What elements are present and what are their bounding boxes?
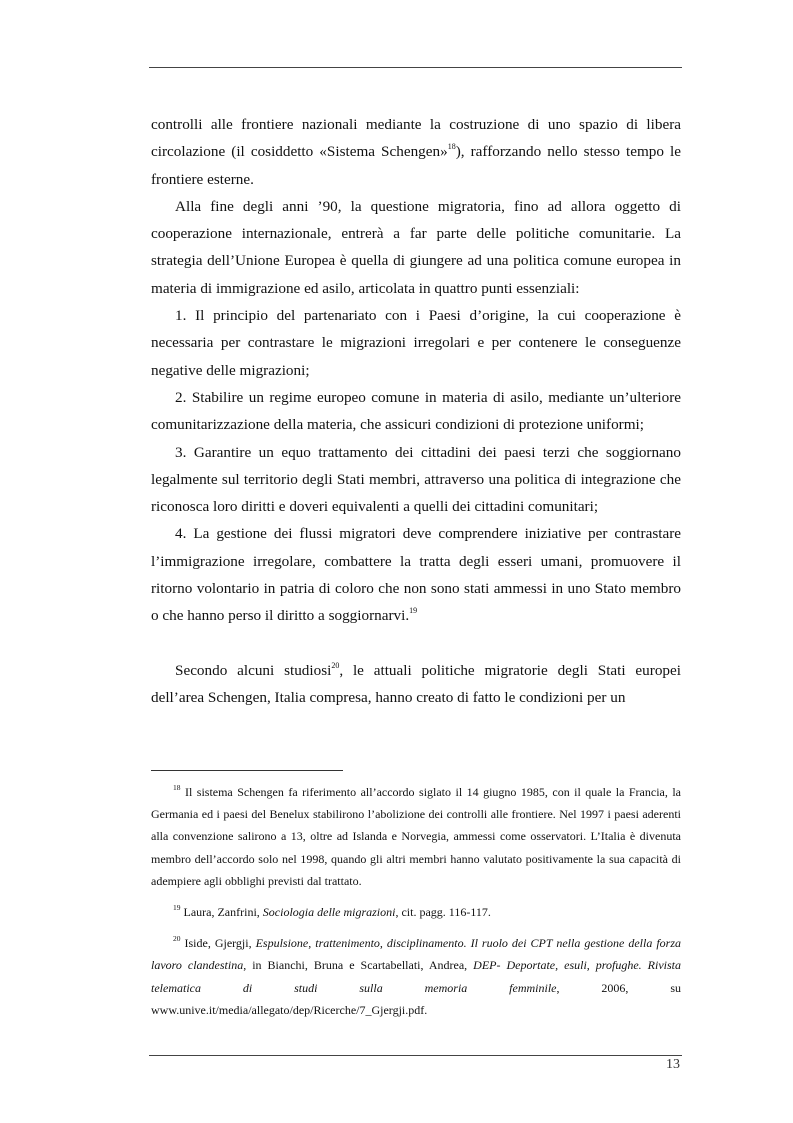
footnote-ref[interactable]: 18 (447, 142, 456, 152)
journal-title: DEP- Deportate, esuli, profughe. Rivista telematica di studi sulla memoria femminile (151, 958, 682, 995)
text-run: , le attuali politiche migratorie degli Stati europei dell’area Schengen, Italia compresa, hanno creato di fatto le condizioni per un (151, 661, 681, 706)
list-item-2 (151, 384, 681, 439)
footnote-separator (151, 770, 343, 771)
text-run: 4. La gestione dei flussi migratori deve comprendere iniziative per contrastare l’immigrazione irregolare, combattere la tratta degli esseri umani, promuovere il ritorno volontario in patria di coloro che non sono stati ammessi in uno Stato membro o che hanno perso il diritto a soggiornarvi. (151, 525, 681, 625)
footnote-marker: 20 (173, 934, 181, 944)
text-run: 1. Il principio del partenariato con i Paesi d’origine, la cui cooperazione è necessaria per contrastare le migrazioni irregolari e per contenere le conseguenze negative delle migrazioni; (151, 307, 681, 379)
header-rule (149, 67, 682, 68)
text-run: Alla fine degli anni ’90, la questione migratoria, fino ad allora oggetto di cooperazione internazionale, entrerà a far parte delle politiche comunitarie. La strategia dell’Unione Europea è quella di giungere ad una politica comune europea in materia di immigrazione ed asilo, articolata in quattro punti essenziali: (151, 197, 681, 297)
book-title: Sociologia delle migrazioni (262, 905, 396, 920)
text-run: , cit. pagg. 116-117. (395, 905, 491, 920)
footnote-19 (151, 901, 681, 923)
text-run[interactable]: , 2006, su www.unive.it/media/allegato/dep/Ricerche/7_Gjergji.pdf. (151, 980, 681, 1017)
text-run: ), rafforzando nello stesso tempo le frontiere esterne. (151, 143, 681, 188)
list-item-3 (151, 439, 681, 521)
body-text (151, 111, 681, 711)
text-run: 3. Garantire un equo trattamento dei cittadini dei paesi terzi che soggiornano legalmente sul territorio degli Stati membri, attraverso una politica di integrazione che riconosca loro diritti e doveri equivalenti a quelli dei cittadini comunitari; (151, 443, 681, 516)
page-number: 13 (666, 1057, 680, 1072)
paragraph (151, 111, 681, 193)
paragraph (151, 657, 681, 712)
text-run: 2. Stabilire un regime europeo comune in materia di asilo, mediante un’ulteriore comunitarizzazione della materia, che assicuri condizioni di protezione uniformi; (151, 388, 681, 434)
article-title: Espulsione, trattenimento, disciplinamento. Il ruolo dei CPT nella gestione della forza lavoro clandestina (151, 936, 681, 973)
list-item-1 (151, 302, 681, 384)
footnotes (151, 781, 681, 1030)
paragraph (151, 193, 681, 302)
text-run: Laura, Zanfrini, (180, 905, 263, 920)
list-item-4 (151, 520, 681, 629)
footnote-marker: 19 (173, 903, 181, 913)
footer-rule (149, 1055, 682, 1056)
text-run: , in Bianchi, Bruna e Scartabellati, Andrea, (243, 958, 474, 973)
footnote-ref[interactable]: 20 (331, 660, 340, 670)
text-run: Secondo alcuni studiosi (175, 661, 332, 679)
footnote-18 (151, 781, 681, 892)
text-run: Iside, Gjergji, (180, 936, 256, 951)
text-run: controlli alle frontiere nazionali mediante la costruzione di uno spazio di libera circolazione (il cosiddetto «Sistema Schengen» (151, 116, 681, 161)
text-run: Il sistema Schengen fa riferimento all’accordo siglato il 14 giugno 1985, con il quale la Francia, la Germania ed i paesi del Benelux stabilirono l’abolizione dei controlli alle frontiere. Nel 1997 i paesi aderenti alla convenzione salirono a 13, oltre ad Islanda e Norvegia, ammessi come osservatori. L’Italia è divenuta membro dell’accordo solo nel 1998, quando gli altri membri hanno valutato positivamente la sua capacità di adempiere agli obblighi previsti dal trattato. (151, 785, 681, 888)
footnote-ref[interactable]: 19 (409, 606, 418, 616)
footnote-marker: 18 (173, 783, 181, 792)
footnote-20 (151, 932, 681, 1021)
